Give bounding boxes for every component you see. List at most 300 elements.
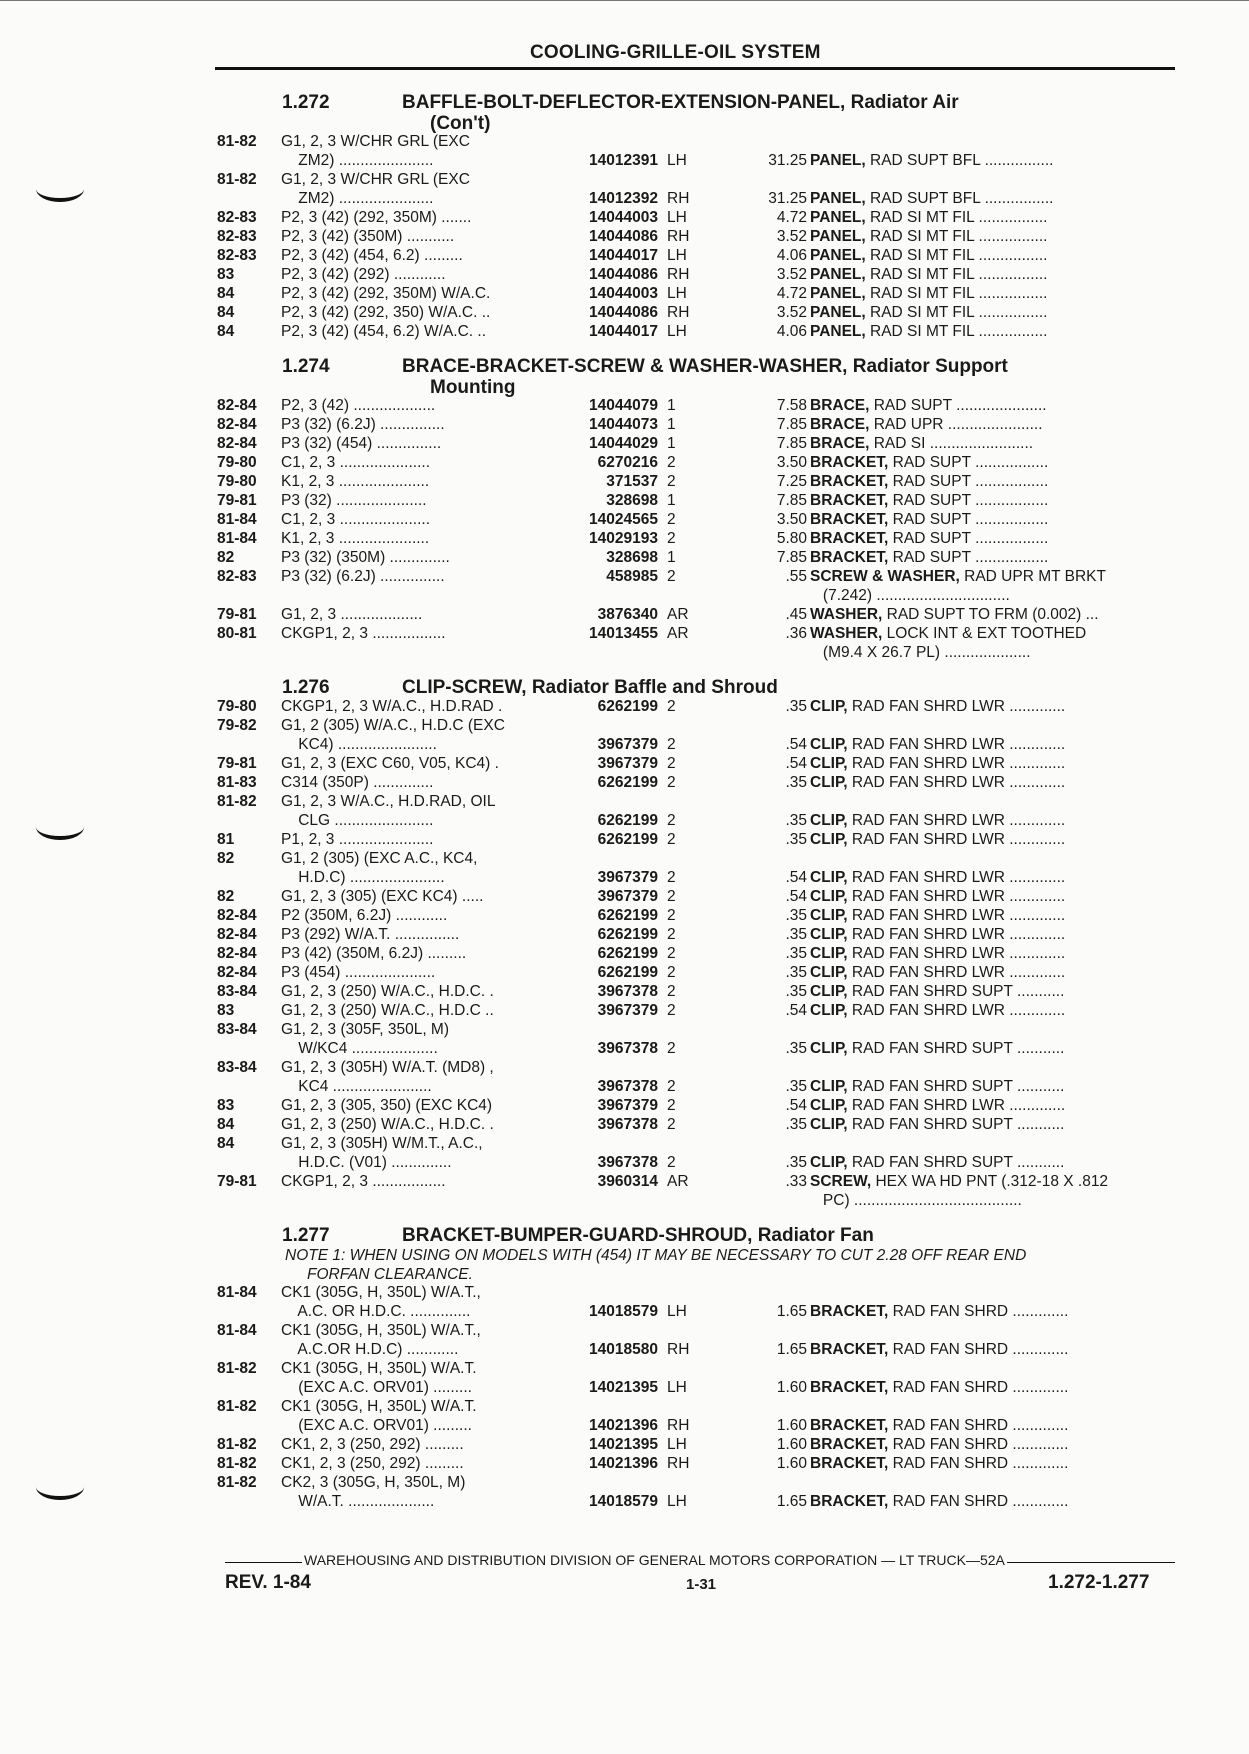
model-year: 83-84 [217,1059,257,1076]
scan-top-edge [0,0,1249,1]
model-year: 82-83 [217,228,257,245]
part-description [810,964,1065,982]
model-application: G1, 2, 3 (305F, 350L, M) [281,1021,450,1038]
group-price: 5.80 [776,530,807,547]
part-detail: RAD SI MT FIL ................ [865,247,1048,264]
model-application: G1, 2, 3 W/CHR GRL (EXC [281,171,470,188]
catalog-section [215,92,1175,350]
part-description [810,1002,1065,1020]
section-note [215,1246,1175,1284]
parts-catalog [215,86,1175,1520]
section-range: 1.272-1.277 [1048,1572,1150,1593]
part-description [810,511,1048,529]
model-application: P2 (350M, 6.2J) ............ [281,907,448,924]
part-name: PANEL, [810,285,866,302]
model-year: 84 [217,1116,235,1133]
parts-row [215,171,1175,190]
part-description [810,1436,1068,1454]
part-detail: RAD FAN SHRD LWR ............. [847,926,1066,943]
quantity-or-side: LH [667,323,687,340]
part-number: 14044086 [589,304,658,321]
model-application: G1, 2, 3 ................... [281,606,423,623]
part-name: PANEL, [810,228,866,245]
group-price: .35 [785,907,807,924]
group-price: 7.85 [776,435,807,452]
part-detail: RAD FAN SHRD ............. [888,1417,1069,1434]
quantity-or-side: 1 [667,397,676,414]
part-name: CLIP, [810,964,848,981]
part-number: 6262199 [597,907,658,924]
binder-hole-mark [36,1474,84,1500]
model-application: P3 (32) ..................... [281,492,427,509]
parts-row [215,888,1175,907]
parts-row [215,1398,1175,1417]
part-number: 14018579 [589,1493,658,1510]
part-description [810,945,1065,963]
part-name: PANEL, [810,209,866,226]
part-description [810,247,1047,265]
parts-row [215,266,1175,285]
parts-row [215,247,1175,266]
part-detail: (7.242) ............................... [810,587,1010,604]
quantity-or-side: 2 [667,812,676,829]
group-price: .54 [785,755,807,772]
model-application: H.D.C) ...................... [281,869,445,886]
part-name: CLIP, [810,1078,848,1095]
part-number: 458985 [606,568,658,585]
model-application: P2, 3 (42) (292) ............ [281,266,446,283]
group-price: .35 [785,926,807,943]
model-year: 81-82 [217,793,257,810]
part-number: 3967379 [597,888,658,905]
model-application: P2, 3 (42) (454, 6.2) ......... [281,247,463,264]
parts-row [215,228,1175,247]
part-description [810,285,1047,303]
group-price: 4.72 [776,209,807,226]
quantity-or-side: 2 [667,1002,676,1019]
group-price: 7.25 [776,473,807,490]
part-description [810,492,1048,510]
part-detail: RAD SUPT ................. [888,511,1049,528]
model-year: 79-81 [217,755,257,772]
section-title: BRACE-BRACKET-SCREW & WASHER-WASHER, Radiator Support [402,356,1008,377]
part-name: WASHER, [810,606,883,623]
part-detail: RAD FAN SHRD LWR ............. [847,774,1066,791]
group-price: 7.85 [776,492,807,509]
part-detail: RAD FAN SHRD SUPT ........... [847,1116,1065,1133]
page-number: 1-31 [686,1576,717,1593]
parts-row [215,1493,1175,1512]
part-detail: RAD FAN SHRD LWR ............. [847,907,1066,924]
parts-row [215,568,1175,587]
model-year: 83 [217,1002,235,1019]
model-year: 82-84 [217,435,257,452]
part-number: 14021395 [589,1436,658,1453]
parts-row [215,323,1175,342]
part-name: BRACKET, [810,1455,889,1472]
model-year: 81-84 [217,1284,257,1301]
parts-row [215,755,1175,774]
quantity-or-side: 2 [667,511,676,528]
model-application: (EXC A.C. ORV01) ......... [281,1379,472,1396]
part-detail: RAD FAN SHRD ............. [888,1436,1069,1453]
part-description [810,190,1053,208]
parts-row [215,209,1175,228]
quantity-or-side: 2 [667,1116,676,1133]
model-year: 81 [217,831,235,848]
part-detail: RAD SI MT FIL ................ [865,285,1048,302]
part-description [810,587,1010,605]
model-year: 79-80 [217,454,257,471]
model-year: 79-81 [217,1173,257,1190]
part-description [810,625,1086,643]
parts-row [215,793,1175,812]
section-title: BRACKET-BUMPER-GUARD-SHROUD, Radiator Fan [402,1225,874,1246]
part-number: 3967378 [597,1040,658,1057]
group-price: 4.06 [776,323,807,340]
part-detail: RAD UPR MT BRKT [959,568,1106,585]
group-price: 1.60 [776,1379,807,1396]
part-description [810,568,1106,586]
parts-row [215,1154,1175,1173]
quantity-or-side: 2 [667,888,676,905]
parts-row [215,625,1175,644]
group-price: .54 [785,736,807,753]
model-application: P3 (42) (350M, 6.2J) ......... [281,945,467,962]
model-application: CK1 (305G, H, 350L) W/A.T., [281,1322,481,1339]
model-year: 82-84 [217,907,257,924]
part-name: BRACKET, [810,473,889,490]
part-detail: RAD UPR ...................... [869,416,1043,433]
part-detail: RAD SUPT ................. [888,549,1049,566]
model-year: 82-83 [217,568,257,585]
quantity-or-side: LH [667,247,687,264]
quantity-or-side: 2 [667,755,676,772]
part-name: CLIP, [810,831,848,848]
model-year: 82 [217,850,235,867]
model-application: P2, 3 (42) (292, 350) W/A.C. .. [281,304,491,321]
quantity-or-side: 2 [667,964,676,981]
model-year: 83 [217,1097,235,1114]
part-description [810,209,1047,227]
model-application: P3 (32) (454) ............... [281,435,442,452]
parts-row [215,1059,1175,1078]
part-number: 3967379 [597,1002,658,1019]
group-price: 7.85 [776,549,807,566]
model-application: P2, 3 (42) (350M) ........... [281,228,455,245]
part-description [810,416,1043,434]
part-name: PANEL, [810,247,866,264]
parts-row [215,511,1175,530]
part-name: BRACKET, [810,1436,889,1453]
part-name: BRACKET, [810,1379,889,1396]
part-detail: RAD SI MT FIL ................ [865,266,1048,283]
model-year: 84 [217,1135,235,1152]
model-application: A.C.OR H.D.C) ............ [281,1341,459,1358]
part-name: CLIP, [810,698,848,715]
model-year: 82-83 [217,247,257,264]
part-detail: RAD FAN SHRD ............. [888,1341,1069,1358]
part-number: 3967379 [597,755,658,772]
group-price: .36 [785,625,807,642]
model-year: 81-82 [217,1360,257,1377]
part-name: CLIP, [810,1040,848,1057]
section-title-continued: Mounting [430,377,516,398]
part-detail: RAD FAN SHRD LWR ............. [847,869,1066,886]
part-description [810,549,1048,567]
part-detail: RAD FAN SHRD LWR ............. [847,736,1066,753]
model-application: H.D.C. (V01) .............. [281,1154,452,1171]
part-name: CLIP, [810,1116,848,1133]
model-application: CK1, 2, 3 (250, 292) ......... [281,1455,464,1472]
part-detail: (M9.4 X 26.7 PL) .................... [810,644,1031,661]
part-detail: RAD FAN SHRD LWR ............. [847,1097,1066,1114]
group-price: 3.52 [776,304,807,321]
part-number: 6262199 [597,831,658,848]
quantity-or-side: RH [667,1417,690,1434]
part-detail: RAD FAN SHRD LWR ............. [847,964,1066,981]
section-title-continued: (Con't) [430,113,491,134]
model-application: P3 (454) ..................... [281,964,436,981]
parts-row [215,1360,1175,1379]
model-year: 81-82 [217,1455,257,1472]
model-year: 82-84 [217,416,257,433]
model-year: 84 [217,323,235,340]
group-price: 7.58 [776,397,807,414]
part-number: 14044079 [589,397,658,414]
model-application: P2, 3 (42) (292, 350M) W/A.C. [281,285,491,302]
model-application: G1, 2, 3 (250) W/A.C., H.D.C .. [281,1002,494,1019]
section-heading [215,356,1175,377]
model-application: G1, 2, 3 (305H) W/A.T. (MD8) , [281,1059,494,1076]
part-number: 14024565 [589,511,658,528]
group-price: .35 [785,1078,807,1095]
model-year: 81-82 [217,133,257,150]
model-year: 81-84 [217,1322,257,1339]
model-application: CLG ....................... [281,812,434,829]
parts-row [215,492,1175,511]
part-detail: RAD SUPT BFL ................ [865,190,1054,207]
parts-row [215,454,1175,473]
revision-label: REV. 1-84 [225,1572,311,1593]
parts-row [215,945,1175,964]
part-number: 14012392 [589,190,658,207]
group-price: 3.50 [776,511,807,528]
model-year: 80-81 [217,625,257,642]
part-detail: LOCK INT & EXT TOOTHED [882,625,1087,642]
group-price: .33 [785,1173,807,1190]
part-name: WASHER, [810,625,883,642]
part-number: 3876340 [597,606,658,623]
model-year: 81-82 [217,1436,257,1453]
quantity-or-side: 2 [667,983,676,1000]
model-year: 79-81 [217,492,257,509]
part-description [810,644,1031,662]
part-name: BRACE, [810,416,870,433]
model-year: 81-82 [217,1474,257,1491]
part-number: 3967378 [597,1078,658,1095]
part-number: 6262199 [597,945,658,962]
model-year: 82-84 [217,926,257,943]
part-number: 14018580 [589,1341,658,1358]
part-number: 14044017 [589,247,658,264]
group-price: 1.65 [776,1493,807,1510]
quantity-or-side: 2 [667,831,676,848]
note-line: FORFAN CLEARANCE. [307,1266,473,1283]
parts-row [215,397,1175,416]
part-number: 14044086 [589,266,658,283]
part-description [810,1455,1068,1473]
model-application: P2, 3 (42) ................... [281,397,436,414]
part-name: BRACKET, [810,1341,889,1358]
group-price: 4.06 [776,247,807,264]
parts-row [215,606,1175,625]
part-number: 3960314 [597,1173,658,1190]
part-number: 14029193 [589,530,658,547]
part-number: 3967379 [597,869,658,886]
part-detail: RAD FAN SHRD LWR ............. [847,698,1066,715]
parts-row [215,717,1175,736]
part-number: 14044086 [589,228,658,245]
part-number: 3967378 [597,1116,658,1133]
part-number: 14044017 [589,323,658,340]
model-application: CK1 (305G, H, 350L) W/A.T., [281,1284,481,1301]
group-price: .54 [785,869,807,886]
part-detail: RAD SUPT BFL ................ [865,152,1054,169]
part-number: 14021396 [589,1417,658,1434]
part-number: 6270216 [597,454,658,471]
part-name: SCREW, [810,1173,872,1190]
page-title: COOLING-GRILLE-OIL SYSTEM [530,42,821,63]
part-detail: RAD SUPT ................. [888,492,1049,509]
quantity-or-side: 2 [667,945,676,962]
part-number: 14021396 [589,1455,658,1472]
group-price: .54 [785,1097,807,1114]
section-spacer [215,663,1175,671]
part-description [810,926,1065,944]
part-detail: RAD SI ........................ [869,435,1034,452]
model-application: G1, 2, 3 (305, 350) (EXC KC4) [281,1097,493,1114]
model-application: CKGP1, 2, 3 W/A.C., H.D.RAD . [281,698,503,715]
part-name: CLIP, [810,869,848,886]
part-description [810,1192,1022,1210]
model-application: G1, 2, 3 (250) W/A.C., H.D.C. . [281,983,494,1000]
part-name: CLIP, [810,774,848,791]
part-description [810,454,1048,472]
part-detail: RAD SUPT ................. [888,454,1049,471]
model-application: G1, 2 (305) (EXC A.C., KC4, [281,850,478,867]
parts-row [215,983,1175,1002]
model-application: P2, 3 (42) (292, 350M) ....... [281,209,472,226]
quantity-or-side: 2 [667,926,676,943]
part-description [810,698,1065,716]
parts-row [215,644,1175,663]
part-name: CLIP, [810,1002,848,1019]
group-price: .35 [785,812,807,829]
part-description [810,1040,1064,1058]
part-description [810,869,1065,887]
quantity-or-side: LH [667,285,687,302]
part-detail: RAD SUPT TO FRM (0.002) ... [882,606,1099,623]
model-year: 84 [217,304,235,321]
part-name: BRACKET, [810,1493,889,1510]
group-price: .35 [785,698,807,715]
model-application: KC4) ....................... [281,736,437,753]
parts-row [215,869,1175,888]
model-application: KC4 ....................... [281,1078,432,1095]
part-name: PANEL, [810,266,866,283]
model-application: G1, 2, 3 W/CHR GRL (EXC [281,133,470,150]
model-application: P3 (292) W/A.T. ............... [281,926,460,943]
part-detail: RAD FAN SHRD LWR ............. [847,755,1066,772]
model-year: 82 [217,549,235,566]
model-application: W/KC4 .................... [281,1040,438,1057]
parts-row [215,530,1175,549]
quantity-or-side: LH [667,1493,687,1510]
model-year: 84 [217,285,235,302]
part-number: 6262199 [597,698,658,715]
part-number: 6262199 [597,774,658,791]
part-detail: RAD FAN SHRD SUPT ........... [847,1040,1065,1057]
parts-row [215,1021,1175,1040]
part-name: BRACKET, [810,492,889,509]
model-application: CKGP1, 2, 3 ................. [281,625,446,642]
part-number: 3967378 [597,983,658,1000]
group-price: 3.52 [776,266,807,283]
group-price: 1.65 [776,1341,807,1358]
part-description [810,1493,1068,1511]
parts-row [215,1078,1175,1097]
part-description [810,1154,1064,1172]
model-year: 82-83 [217,209,257,226]
section-title: BAFFLE-BOLT-DEFLECTOR-EXTENSION-PANEL, Radiator Air [402,92,959,113]
part-detail: PC) ....................................... [810,1192,1022,1209]
group-price: 1.60 [776,1417,807,1434]
note-line: NOTE 1: WHEN USING ON MODELS WITH (454) IT MAY BE NECESSARY TO CUT 2.28 OFF REAR END [285,1247,1027,1264]
part-description [810,1097,1065,1115]
parts-row [215,304,1175,323]
parts-row [215,1341,1175,1360]
model-application: ZM2) ...................... [281,190,434,207]
quantity-or-side: 2 [667,568,676,585]
model-application: P1, 2, 3 ...................... [281,831,434,848]
part-name: CLIP, [810,1154,848,1171]
part-description [810,266,1047,284]
group-price: .35 [785,945,807,962]
group-price: 1.65 [776,1303,807,1320]
part-name: CLIP, [810,945,848,962]
model-application: P3 (32) (6.2J) ............... [281,416,445,433]
model-application: G1, 2, 3 (305H) W/M.T., A.C., [281,1135,483,1152]
quantity-or-side: 2 [667,454,676,471]
part-number: 14012391 [589,152,658,169]
quantity-or-side: RH [667,304,690,321]
part-name: CLIP, [810,736,848,753]
part-number: 14044073 [589,416,658,433]
quantity-or-side: 1 [667,549,676,566]
part-description [810,888,1065,906]
model-year: 82-84 [217,964,257,981]
part-detail: RAD FAN SHRD SUPT ........... [847,1154,1065,1171]
part-name: BRACKET, [810,511,889,528]
model-application: ZM2) ...................... [281,152,434,169]
part-detail: RAD FAN SHRD LWR ............. [847,888,1066,905]
part-name: PANEL, [810,323,866,340]
quantity-or-side: 1 [667,435,676,452]
model-year: 79-81 [217,606,257,623]
part-name: BRACE, [810,435,870,452]
model-year: 82-84 [217,397,257,414]
